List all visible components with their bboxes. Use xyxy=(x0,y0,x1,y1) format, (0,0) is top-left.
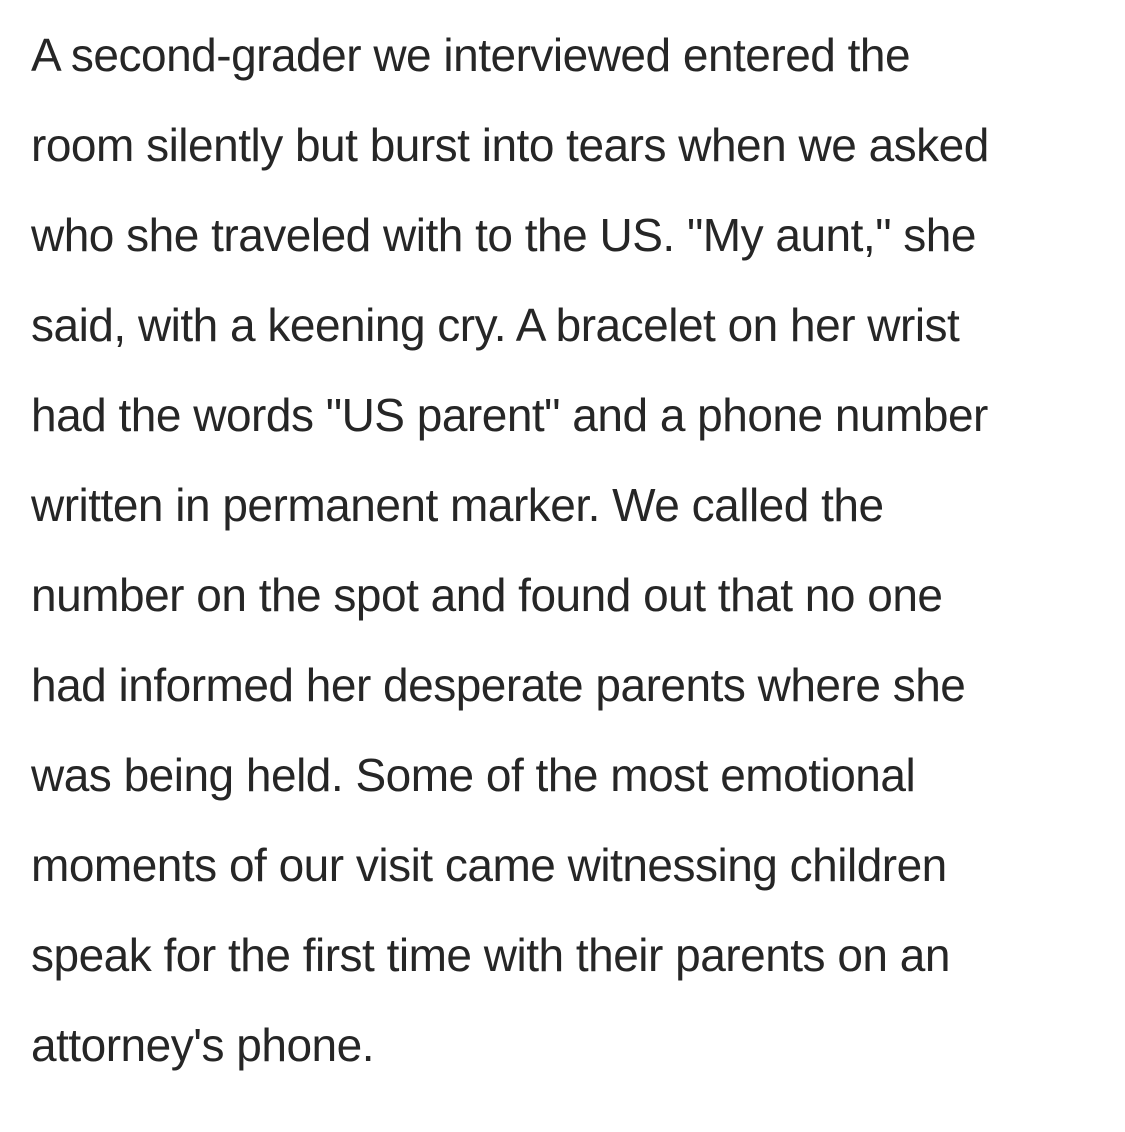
paragraph-line: who she traveled with to the US. "My aunt," she xyxy=(31,209,976,261)
paragraph-line: moments of our visit came witnessing children xyxy=(31,839,947,891)
paragraph-line: had the words "US parent" and a phone number xyxy=(31,389,988,441)
paragraph-line: written in permanent marker. We called the xyxy=(31,479,884,531)
paragraph-line: attorney's phone. xyxy=(31,1019,374,1071)
article-paragraph xyxy=(31,10,1111,1090)
paragraph-line: A second-grader we interviewed entered the xyxy=(31,29,911,81)
paragraph-line: speak for the first time with their parents on an xyxy=(31,929,950,981)
paragraph-line: said, with a keening cry. A bracelet on her wrist xyxy=(31,299,960,351)
paragraph-line: room silently but burst into tears when we asked xyxy=(31,119,989,171)
paragraph-line: was being held. Some of the most emotional xyxy=(31,749,916,801)
paragraph-line: number on the spot and found out that no one xyxy=(31,569,943,621)
paragraph-line: had informed her desperate parents where she xyxy=(31,659,966,711)
